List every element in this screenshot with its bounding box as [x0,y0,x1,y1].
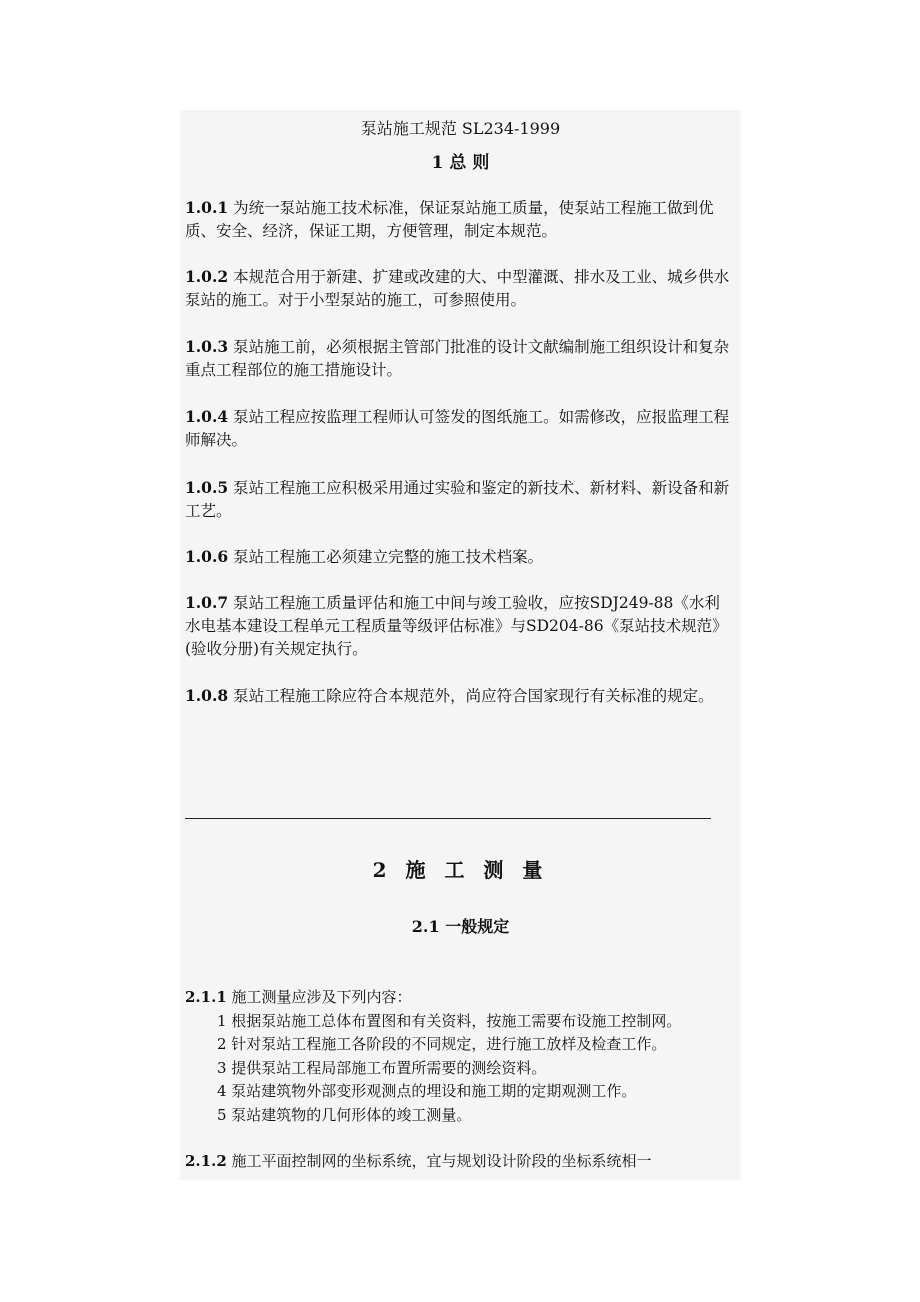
list-item: 1 根据泵站施工总体布置图和有关资料，按施工需要布设施工控制网。 [217,1011,682,1030]
chapter-2-heading: 2 施 工 测 量 [372,858,549,882]
clause-number: 1.0.5 [185,478,229,497]
clause-number: 1.0.2 [185,267,229,286]
clause-number: 1.0.4 [185,407,229,426]
list-item: 4 泵站建筑物外部变形观测点的埋设和施工期的定期观测工作。 [217,1082,637,1100]
clause-number: 1.0.6 [185,547,229,566]
clause-number: 1.0.7 [185,593,229,612]
clause-number: 1.0.1 [185,198,229,217]
clause-number: 1.0.3 [185,337,229,356]
document-page [180,110,741,1180]
clause-text: 施工测量应涉及下列内容： [226,988,412,1006]
list-item: 2 针对泵站工程施工各阶段的不同规定，进行施工放样及检查工作。 [217,1035,667,1053]
clause-text: 泵站施工前，必须根据主管部门批准的设计文献编制施工组织设计和复杂重点工程部位的施工措施设计。 [185,338,730,379]
clause-1-0-4 [185,405,730,452]
clause-text: 泵站工程施工质量评估和施工中间与竣工验收，应按SDJ249-88《水利水电基本建设工程单元工程质量等级评估标准》与SD204-86《泵站技术规范》(验收分册)有关规定执行。 [185,594,728,658]
clause-text: 施工平面控制网的坐标系统，宜与规划设计阶段的坐标系统相一 [226,1152,652,1170]
clause-2-1-1-block [185,986,735,1174]
clause-number: 2.1.2 [185,1152,227,1170]
section-divider [185,818,711,819]
document-title: 泵站施工规范 SL234-1999 [360,119,561,138]
clause-number: 1.0.8 [185,686,229,705]
clause-1-0-2 [185,265,730,312]
clause-2-1-1 [185,986,735,1010]
clause-text: 泵站工程施工应积极采用通过实验和鉴定的新技术、新材料、新设备和新工艺。 [185,479,730,520]
chapter-1-heading: 1 总 则 [431,153,490,173]
clause-text: 泵站工程施工必须建立完整的施工技术档案。 [228,548,544,566]
clause-1-0-1 [185,196,730,243]
clause-text: 为统一泵站施工技术标准，保证泵站施工质量，使泵站工程施工做到优质、安全、经济，保证工期，方便管理，制定本规范。 [185,199,714,240]
clause-number: 2.1.1 [185,988,227,1006]
clause-1-0-3 [185,335,730,382]
list-item: 3 提供泵站工程局部施工布置所需要的测绘资料。 [217,1058,547,1077]
clause-text: 本规范合用于新建、扩建或改建的大、中型灌溉、排水及工业、城乡供水泵站的施工。对于小型泵站的施工，可参照使用。 [185,268,730,309]
clause-1-0-5 [185,476,730,523]
clause-2-1-2 [185,1150,735,1174]
clause-1-0-6 [185,545,730,569]
clause-text: 泵站工程施工除应符合本规范外，尚应符合国家现行有关标准的规定。 [228,687,714,705]
clause-text: 泵站工程应按监理工程师认可签发的图纸施工。如需修改，应报监理工程师解决。 [185,408,730,449]
clause-1-0-7 [185,591,730,661]
section-2-1-heading: 2.1 一般规定 [411,917,510,936]
clause-1-0-8 [185,684,730,708]
list-item: 5 泵站建筑物的几何形体的竣工测量。 [217,1105,472,1124]
